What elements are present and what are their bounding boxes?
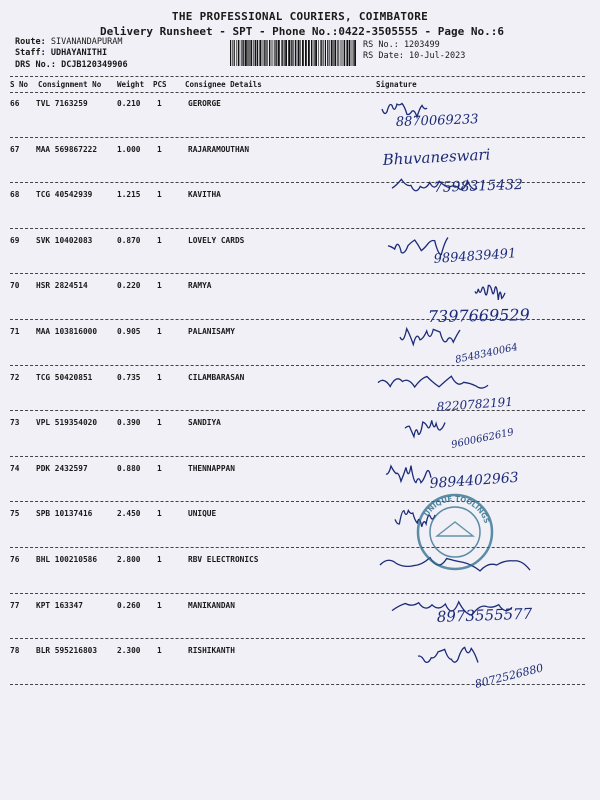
row-consignee: THENNAPPAN (188, 463, 235, 473)
col-signature: Signature (376, 80, 417, 89)
document-subtitle: Delivery Runsheet - SPT - Phone No.:0422-3505555 - Page No.:6 (100, 25, 504, 38)
row-pcs: 1 (157, 463, 162, 473)
row-pcs: 1 (157, 600, 162, 610)
row-consignee: RAMYA (188, 281, 212, 291)
row-pcs: 1 (157, 646, 162, 656)
document-title: THE PROFESSIONAL COURIERS, COIMBATORE (171, 10, 429, 23)
row-weight: 0.390 (117, 418, 141, 428)
signature-handwriting: 8072526880 (473, 661, 545, 691)
row-sno: 73 (10, 418, 20, 428)
col-sno: S No (10, 80, 29, 89)
signature-handwriting: Bhuvaneswari (382, 145, 491, 169)
signature-scribble (378, 376, 488, 388)
row-weight: 0.210 (117, 99, 141, 108)
row-pcs: 1 (157, 99, 162, 108)
row-sno: 76 (10, 555, 20, 564)
row-consignment: PDK 2432597 (36, 463, 88, 473)
row-sno: 74 (10, 463, 20, 473)
signature-scribble (418, 647, 478, 662)
row-sno: 67 (10, 144, 20, 154)
row-weight: 2.450 (117, 509, 141, 519)
row-sno: 68 (10, 190, 20, 200)
row-consignment: TVL 7163259 (36, 99, 88, 108)
row-weight: 0.735 (117, 372, 141, 382)
row-consignee: CILAMBARASAN (188, 372, 245, 382)
row-consignment: SVK 10402083 (36, 235, 93, 245)
row-sno: 72 (10, 372, 20, 382)
row-consignee: GERORGE (188, 99, 221, 108)
row-pcs: 1 (157, 509, 162, 519)
row-consignment: BLR 595216803 (36, 646, 98, 656)
row-consignment: KPT 163347 (36, 600, 83, 610)
drs-label: DRS No.: (15, 60, 56, 70)
rs-date: RS Date: 10-Jul-2023 (363, 51, 466, 61)
row-weight: 0.880 (117, 463, 141, 473)
row-consignment: TCG 50420851 (36, 372, 93, 382)
row-sno: 78 (10, 646, 20, 656)
row-weight: 1.215 (117, 190, 141, 200)
drs-value: DCJB120349906 (61, 60, 128, 70)
row-consignee: KAVITHA (188, 190, 221, 200)
row-consignment: HSR 2824514 (36, 281, 88, 291)
row-sno: 70 (10, 281, 20, 291)
stamp-text: UNIQUE TOOLINGS (422, 494, 491, 525)
signature-scribble (400, 329, 460, 345)
row-weight: 1.000 (117, 144, 141, 154)
row-consignment: TCG 40542939 (36, 190, 93, 200)
signature-handwriting: 7598315432 (433, 176, 524, 196)
signature-handwriting: 7397669529 (427, 305, 530, 326)
signature-scribble (386, 466, 431, 483)
route-label: Route: (15, 37, 46, 47)
col-pcs: PCS (153, 80, 167, 89)
col-consignment: Consignment No (38, 80, 102, 89)
col-weight: Weight (117, 80, 145, 89)
row-pcs: 1 (157, 327, 162, 336)
row-consignee: PALANISAMY (188, 327, 235, 336)
row-pcs: 1 (157, 418, 162, 428)
row-consignee: SANDIYA (188, 418, 221, 428)
staff-label: Staff: (15, 48, 46, 58)
signature-handwriting: 8973555577 (436, 604, 533, 626)
row-weight: 2.300 (117, 646, 141, 656)
signature-handwriting: 9894402963 (429, 469, 520, 492)
row-pcs: 1 (157, 372, 162, 382)
signature-handwriting: 8220782191 (436, 394, 514, 414)
row-sno: 69 (10, 235, 20, 245)
signature-scribble (475, 285, 505, 300)
signature-handwriting: 9600662619 (450, 426, 515, 451)
row-weight: 0.905 (117, 327, 141, 336)
signature-scribble (405, 420, 445, 436)
row-consignee: LOVELY CARDS (188, 235, 245, 245)
row-consignee: MANIKANDAN (188, 600, 235, 610)
row-sno: 75 (10, 509, 20, 519)
signature-handwriting: 8870069233 (395, 112, 479, 130)
row-pcs: 1 (157, 281, 162, 291)
col-consignee: Consignee Details (185, 80, 262, 89)
row-sno: 77 (10, 600, 20, 610)
row-sno: 71 (10, 327, 20, 336)
staff-value: UDHAYANITHI (50, 48, 108, 58)
route-value: SIVANANDAPURAM (50, 37, 123, 47)
signature-handwriting: 9894839491 (433, 246, 517, 267)
signature-handwriting: 8548340064 (454, 341, 519, 366)
row-consignee: RAJARAMOUTHAN (188, 144, 250, 154)
row-pcs: 1 (157, 235, 162, 245)
row-consignment: VPL 519354020 (36, 418, 98, 428)
row-weight: 2.800 (117, 555, 141, 564)
rs-number: RS No.: 1203499 (363, 40, 440, 50)
row-weight: 0.220 (117, 281, 141, 291)
row-consignee: RBV ELECTRONICS (188, 555, 259, 564)
row-weight: 0.260 (117, 600, 141, 610)
row-consignment: SPB 10137416 (36, 509, 93, 519)
row-consignment: MAA 569867222 (36, 144, 98, 154)
row-weight: 0.870 (117, 235, 141, 245)
row-pcs: 1 (157, 190, 162, 200)
row-pcs: 1 (157, 555, 162, 564)
row-pcs: 1 (157, 144, 162, 154)
row-consignee: RISHIKANTH (188, 646, 235, 656)
row-consignment: MAA 103816000 (36, 327, 98, 336)
row-consignee: UNIQUE (188, 509, 217, 519)
company-stamp (415, 492, 495, 572)
row-consignment: BHL 100210586 (36, 555, 98, 564)
row-sno: 66 (10, 99, 20, 108)
